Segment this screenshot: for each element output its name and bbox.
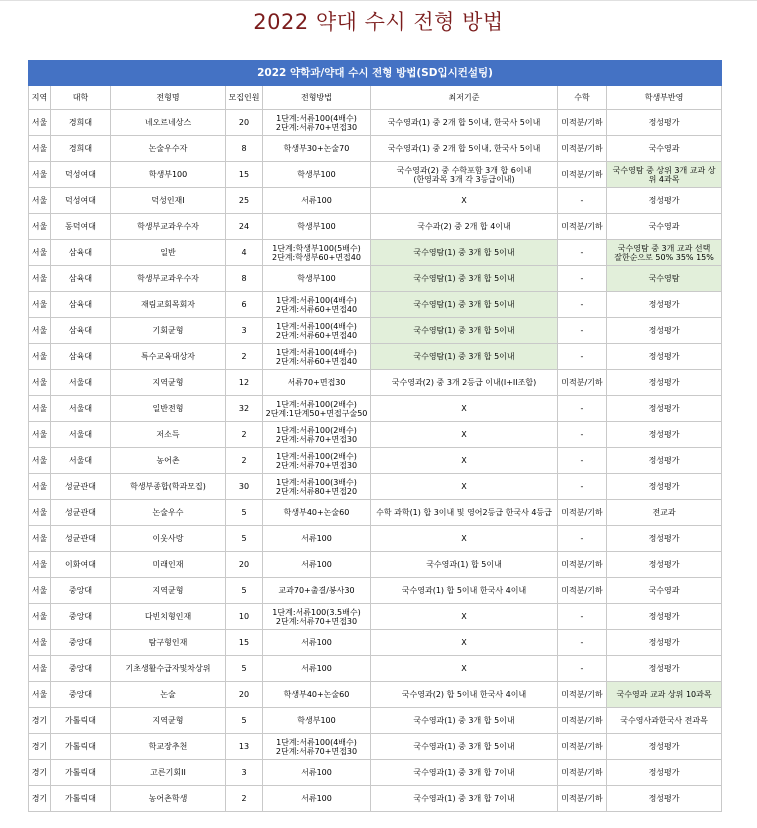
table-row	[29, 630, 722, 656]
cell-region: 서울	[29, 396, 51, 422]
cell-region: 서울	[29, 240, 51, 266]
cell-quota: 2	[226, 448, 263, 474]
cell-minimum: 국수영탐(1) 중 3개 합 5이내	[371, 240, 558, 266]
cell-university: 가톨릭대	[51, 708, 111, 734]
cell-university: 삼육대	[51, 240, 111, 266]
cell-track: 논술우수자	[111, 136, 226, 162]
cell-method: 학생부40+논술60	[263, 500, 371, 526]
cell-university: 가톨릭대	[51, 734, 111, 760]
cell-math: -	[558, 188, 607, 214]
cell-quota: 20	[226, 552, 263, 578]
cell-university: 서울대	[51, 370, 111, 396]
cell-minimum: 국수영과(1) 중 3개 합 5이내	[371, 734, 558, 760]
cell-record: 정성평가	[607, 474, 722, 500]
admission-table-container	[28, 60, 721, 812]
cell-minimum: X	[371, 474, 558, 500]
cell-method: 서류100	[263, 188, 371, 214]
cell-track: 기회균형	[111, 318, 226, 344]
cell-record: 정성평가	[607, 110, 722, 136]
table-row	[29, 136, 722, 162]
cell-region: 경기	[29, 708, 51, 734]
cell-method: 학생부100	[263, 708, 371, 734]
cell-quota: 2	[226, 786, 263, 812]
cell-region: 서울	[29, 604, 51, 630]
header-minimum: 최저기준	[371, 86, 558, 110]
cell-record: 정성평가	[607, 656, 722, 682]
table-row	[29, 344, 722, 370]
cell-method: 서류100	[263, 786, 371, 812]
cell-math: -	[558, 604, 607, 630]
cell-track: 학생부종합(학과모집)	[111, 474, 226, 500]
table-header-row	[29, 86, 722, 110]
cell-track: 고른기회II	[111, 760, 226, 786]
cell-record: 국수영탐 중 상위 3개 교과 상위 4과목	[607, 162, 722, 188]
cell-region: 서울	[29, 656, 51, 682]
table-row	[29, 682, 722, 708]
cell-region: 서울	[29, 578, 51, 604]
cell-track: 농어촌학생	[111, 786, 226, 812]
cell-university: 중앙대	[51, 630, 111, 656]
cell-quota: 24	[226, 214, 263, 240]
cell-math: -	[558, 240, 607, 266]
table-row	[29, 110, 722, 136]
header-record: 학생부반영	[607, 86, 722, 110]
cell-region: 서울	[29, 318, 51, 344]
cell-minimum: X	[371, 448, 558, 474]
cell-minimum: 국수영과(2) 중 수학포함 3개 합 6이내 (한영과목 3개 각 3등급이내)	[371, 162, 558, 188]
cell-method: 서류70+면접30	[263, 370, 371, 396]
header-track: 전형명	[111, 86, 226, 110]
cell-minimum: X	[371, 422, 558, 448]
cell-method: 1단계:서류100(2배수) 2단계:서류70+면접30	[263, 448, 371, 474]
cell-university: 중앙대	[51, 682, 111, 708]
cell-record: 국수영과	[607, 136, 722, 162]
cell-method: 학생부100	[263, 266, 371, 292]
cell-record: 정성평가	[607, 604, 722, 630]
cell-track: 농어촌	[111, 448, 226, 474]
cell-record: 국수영과	[607, 578, 722, 604]
cell-minimum: 국수영과(2) 중 3개 2등급 이내(I+II조합)	[371, 370, 558, 396]
cell-record: 정성평가	[607, 370, 722, 396]
cell-region: 서울	[29, 682, 51, 708]
cell-math: 미적분/기하	[558, 708, 607, 734]
table-row	[29, 396, 722, 422]
top-border	[0, 0, 757, 1]
cell-minimum: 국수영탐(1) 중 3개 합 5이내	[371, 318, 558, 344]
cell-method: 1단계:서류100(4배수) 2단계:서류60+면접40	[263, 292, 371, 318]
cell-record: 정성평가	[607, 786, 722, 812]
header-university: 대학	[51, 86, 111, 110]
cell-region: 서울	[29, 474, 51, 500]
cell-math: -	[558, 318, 607, 344]
cell-track: 저소득	[111, 422, 226, 448]
cell-university: 성균관대	[51, 474, 111, 500]
cell-minimum: 국수영과(1) 중 3개 합 7이내	[371, 786, 558, 812]
cell-math: -	[558, 656, 607, 682]
cell-quota: 30	[226, 474, 263, 500]
cell-track: 지역균형	[111, 708, 226, 734]
cell-track: 특수교육대상자	[111, 344, 226, 370]
cell-university: 덕성여대	[51, 162, 111, 188]
cell-track: 학생부100	[111, 162, 226, 188]
cell-university: 동덕여대	[51, 214, 111, 240]
cell-math: 미적분/기하	[558, 500, 607, 526]
cell-method: 서류100	[263, 526, 371, 552]
cell-math: -	[558, 266, 607, 292]
cell-method: 서류100	[263, 630, 371, 656]
cell-region: 경기	[29, 760, 51, 786]
cell-record: 정성평가	[607, 318, 722, 344]
cell-math: -	[558, 422, 607, 448]
cell-track: 일반전형	[111, 396, 226, 422]
cell-minimum: X	[371, 188, 558, 214]
cell-quota: 6	[226, 292, 263, 318]
cell-quota: 32	[226, 396, 263, 422]
cell-method: 서류100	[263, 760, 371, 786]
cell-method: 1단계:서류100(4배수) 2단계:서류60+면접40	[263, 318, 371, 344]
table-row	[29, 708, 722, 734]
cell-record: 정성평가	[607, 760, 722, 786]
cell-region: 서울	[29, 526, 51, 552]
cell-minimum: 국수영과(1) 중 2개 합 5이내, 한국사 5이내	[371, 110, 558, 136]
cell-method: 1단계:서류100(4배수) 2단계:서류60+면접40	[263, 344, 371, 370]
cell-region: 서울	[29, 344, 51, 370]
cell-method: 서류100	[263, 552, 371, 578]
cell-minimum: X	[371, 656, 558, 682]
table-row	[29, 760, 722, 786]
cell-minimum: 국수영과(2) 합 5이내 한국사 4이내	[371, 682, 558, 708]
cell-math: -	[558, 344, 607, 370]
cell-method: 1단계:서류100(2배수) 2단계:1단계50+면접구술50	[263, 396, 371, 422]
table-row	[29, 214, 722, 240]
header-quota: 모집인원	[226, 86, 263, 110]
cell-record: 정성평가	[607, 396, 722, 422]
cell-quota: 20	[226, 682, 263, 708]
cell-track: 지역균형	[111, 578, 226, 604]
cell-math: -	[558, 474, 607, 500]
cell-university: 가톨릭대	[51, 786, 111, 812]
cell-region: 서울	[29, 162, 51, 188]
cell-method: 1단계:서류100(2배수) 2단계:서류70+면접30	[263, 422, 371, 448]
cell-minimum: 수학 과학(1) 합 3이내 및 영어2등급 한국사 4등급	[371, 500, 558, 526]
cell-record: 정성평가	[607, 630, 722, 656]
cell-quota: 12	[226, 370, 263, 396]
cell-minimum: 국수영과(1) 합 5이내 한국사 4이내	[371, 578, 558, 604]
cell-track: 재림교회목회자	[111, 292, 226, 318]
table-row	[29, 240, 722, 266]
cell-record: 국수영사과한국사 전과목	[607, 708, 722, 734]
cell-track: 덕성인재I	[111, 188, 226, 214]
cell-university: 중앙대	[51, 578, 111, 604]
cell-quota: 2	[226, 344, 263, 370]
cell-region: 서울	[29, 370, 51, 396]
cell-region: 서울	[29, 630, 51, 656]
cell-quota: 8	[226, 136, 263, 162]
cell-record: 정성평가	[607, 188, 722, 214]
cell-region: 서울	[29, 136, 51, 162]
cell-track: 지역균형	[111, 370, 226, 396]
table-row	[29, 162, 722, 188]
cell-math: -	[558, 630, 607, 656]
table-row	[29, 526, 722, 552]
table-row	[29, 266, 722, 292]
cell-record: 국수영탐	[607, 266, 722, 292]
table-row	[29, 500, 722, 526]
cell-record: 전교과	[607, 500, 722, 526]
cell-track: 기초생활수급자및차상위	[111, 656, 226, 682]
cell-university: 서울대	[51, 422, 111, 448]
cell-region: 서울	[29, 292, 51, 318]
table-banner: 2022 약학과/약대 수시 전형 방법(SD입시컨설팅)	[29, 61, 722, 86]
cell-minimum: 국수영과(1) 중 3개 합 7이내	[371, 760, 558, 786]
cell-method: 학생부100	[263, 214, 371, 240]
cell-region: 서울	[29, 188, 51, 214]
cell-minimum: 국수영탐(1) 중 3개 합 5이내	[371, 266, 558, 292]
cell-math: -	[558, 292, 607, 318]
cell-track: 미래인재	[111, 552, 226, 578]
cell-university: 서울대	[51, 448, 111, 474]
table-row	[29, 656, 722, 682]
cell-quota: 13	[226, 734, 263, 760]
cell-method: 1단계:학생부100(5배수) 2단계:학생부60+면접40	[263, 240, 371, 266]
cell-track: 네오르네상스	[111, 110, 226, 136]
cell-track: 일반	[111, 240, 226, 266]
cell-record: 정성평가	[607, 292, 722, 318]
header-method: 전형방법	[263, 86, 371, 110]
cell-minimum: X	[371, 604, 558, 630]
cell-university: 서울대	[51, 396, 111, 422]
cell-region: 서울	[29, 110, 51, 136]
cell-track: 논술	[111, 682, 226, 708]
table-banner-row	[29, 61, 722, 86]
cell-quota: 4	[226, 240, 263, 266]
cell-math: 미적분/기하	[558, 214, 607, 240]
cell-minimum: 국수영과(1) 중 3개 합 5이내	[371, 708, 558, 734]
cell-quota: 10	[226, 604, 263, 630]
table-row	[29, 552, 722, 578]
cell-quota: 20	[226, 110, 263, 136]
cell-method: 1단계:서류100(4배수) 2단계:서류70+면접30	[263, 734, 371, 760]
cell-university: 중앙대	[51, 604, 111, 630]
table-row	[29, 474, 722, 500]
cell-math: 미적분/기하	[558, 578, 607, 604]
cell-record: 정성평가	[607, 526, 722, 552]
cell-record: 정성평가	[607, 552, 722, 578]
cell-math: 미적분/기하	[558, 734, 607, 760]
cell-math: 미적분/기하	[558, 136, 607, 162]
cell-track: 이웃사랑	[111, 526, 226, 552]
table-row	[29, 188, 722, 214]
cell-method: 학생부30+논술70	[263, 136, 371, 162]
header-math: 수학	[558, 86, 607, 110]
cell-quota: 5	[226, 526, 263, 552]
table-row	[29, 786, 722, 812]
cell-math: 미적분/기하	[558, 682, 607, 708]
table-row	[29, 370, 722, 396]
cell-minimum: X	[371, 396, 558, 422]
cell-quota: 5	[226, 708, 263, 734]
cell-minimum: X	[371, 630, 558, 656]
cell-region: 서울	[29, 448, 51, 474]
table-row	[29, 292, 722, 318]
cell-minimum: 국수영과(1) 중 2개 합 5이내, 한국사 5이내	[371, 136, 558, 162]
cell-quota: 5	[226, 578, 263, 604]
cell-record: 정성평가	[607, 344, 722, 370]
cell-track: 탐구형인재	[111, 630, 226, 656]
cell-quota: 2	[226, 422, 263, 448]
cell-track: 학생부교과우수자	[111, 214, 226, 240]
cell-math: 미적분/기하	[558, 552, 607, 578]
cell-method: 1단계:서류100(3.5배수) 2단계:서류70+면접30	[263, 604, 371, 630]
cell-quota: 5	[226, 656, 263, 682]
cell-method: 1단계:서류100(4배수) 2단계:서류70+면접30	[263, 110, 371, 136]
cell-region: 서울	[29, 214, 51, 240]
cell-university: 경희대	[51, 136, 111, 162]
cell-university: 중앙대	[51, 656, 111, 682]
cell-quota: 3	[226, 318, 263, 344]
cell-university: 삼육대	[51, 266, 111, 292]
cell-record: 정성평가	[607, 422, 722, 448]
table-row	[29, 578, 722, 604]
cell-region: 경기	[29, 786, 51, 812]
cell-record: 국수영탐 중 3개 교과 선택 잘한순으로 50% 35% 15%	[607, 240, 722, 266]
table-row	[29, 448, 722, 474]
cell-region: 서울	[29, 552, 51, 578]
cell-math: 미적분/기하	[558, 110, 607, 136]
cell-math: 미적분/기하	[558, 760, 607, 786]
cell-region: 서울	[29, 422, 51, 448]
cell-minimum: 국수과(2) 중 2개 합 4이내	[371, 214, 558, 240]
cell-quota: 5	[226, 500, 263, 526]
header-region: 지역	[29, 86, 51, 110]
cell-minimum: X	[371, 526, 558, 552]
cell-quota: 15	[226, 162, 263, 188]
cell-university: 이화여대	[51, 552, 111, 578]
cell-university: 삼육대	[51, 318, 111, 344]
cell-record: 정성평가	[607, 448, 722, 474]
cell-method: 1단계:서류100(3배수) 2단계:서류80+면접20	[263, 474, 371, 500]
cell-university: 가톨릭대	[51, 760, 111, 786]
cell-minimum: 국수영탐(1) 중 3개 합 5이내	[371, 344, 558, 370]
cell-record: 정성평가	[607, 734, 722, 760]
cell-record: 국수영과 교과 상위 10과목	[607, 682, 722, 708]
cell-math: -	[558, 526, 607, 552]
cell-method: 학생부100	[263, 162, 371, 188]
page-title: 2022 약대 수시 전형 방법	[253, 10, 504, 34]
cell-math: 미적분/기하	[558, 370, 607, 396]
cell-university: 삼육대	[51, 292, 111, 318]
cell-track: 논술우수	[111, 500, 226, 526]
cell-minimum: 국수영탐(1) 중 3개 합 5이내	[371, 292, 558, 318]
cell-math: 미적분/기하	[558, 786, 607, 812]
cell-quota: 15	[226, 630, 263, 656]
cell-track: 학생부교과우수자	[111, 266, 226, 292]
cell-math: -	[558, 396, 607, 422]
table-row	[29, 604, 722, 630]
cell-method: 교과70+출결/봉사30	[263, 578, 371, 604]
cell-quota: 25	[226, 188, 263, 214]
cell-university: 성균관대	[51, 500, 111, 526]
cell-track: 학교장추천	[111, 734, 226, 760]
cell-university: 덕성여대	[51, 188, 111, 214]
cell-quota: 8	[226, 266, 263, 292]
cell-university: 성균관대	[51, 526, 111, 552]
admission-table	[28, 60, 722, 812]
cell-track: 다빈치형인재	[111, 604, 226, 630]
cell-university: 삼육대	[51, 344, 111, 370]
cell-university: 경희대	[51, 110, 111, 136]
cell-record: 국수영과	[607, 214, 722, 240]
cell-math: -	[558, 448, 607, 474]
cell-minimum: 국수영과(1) 합 5이내	[371, 552, 558, 578]
cell-region: 서울	[29, 266, 51, 292]
table-row	[29, 422, 722, 448]
cell-math: 미적분/기하	[558, 162, 607, 188]
cell-quota: 3	[226, 760, 263, 786]
cell-region: 서울	[29, 500, 51, 526]
table-row	[29, 734, 722, 760]
cell-region: 경기	[29, 734, 51, 760]
cell-method: 서류100	[263, 656, 371, 682]
table-row	[29, 318, 722, 344]
cell-method: 학생부40+논술60	[263, 682, 371, 708]
